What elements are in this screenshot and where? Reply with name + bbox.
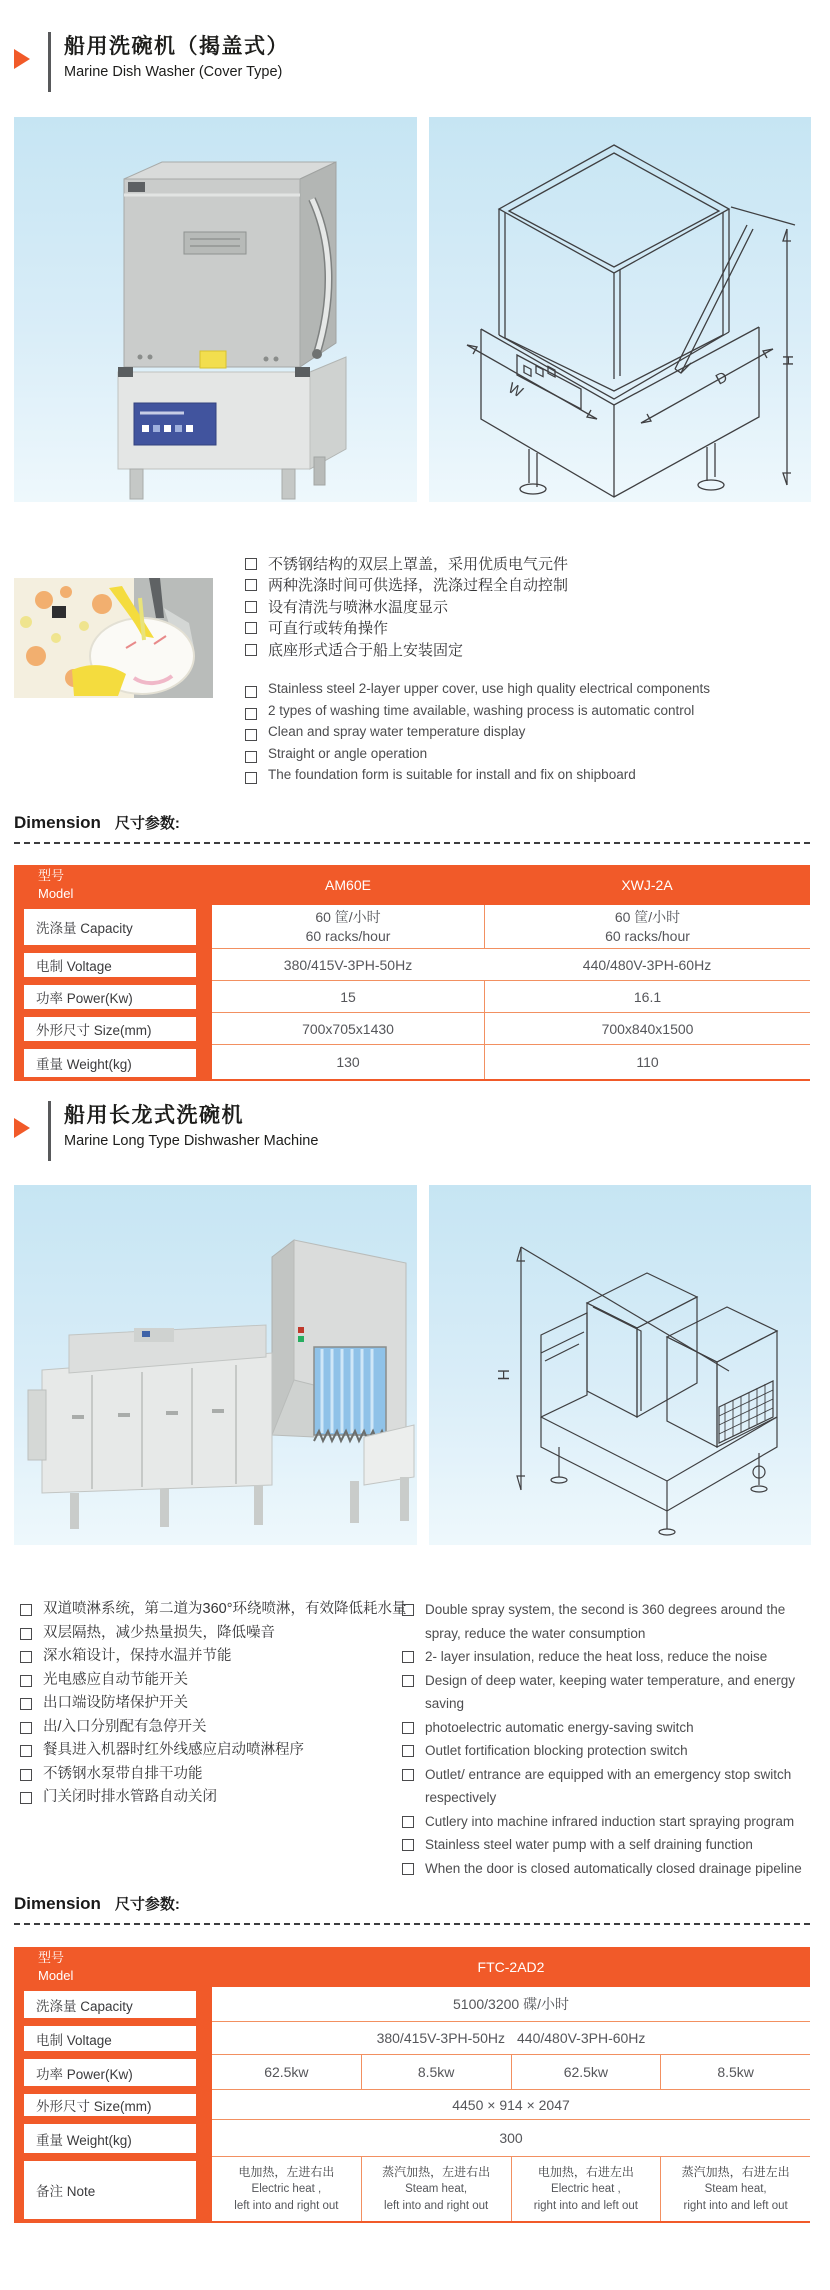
feature-item: 可直行或转角操作 [245, 617, 665, 638]
long-dishwasher-line-drawing [429, 1185, 811, 1545]
dishwashing-photo [14, 578, 213, 698]
checkbox-icon [20, 1628, 32, 1640]
dimension-label-h: H [494, 1369, 511, 1381]
checkbox-icon [20, 1698, 32, 1710]
checkbox-icon [402, 1839, 414, 1851]
table-header-row [14, 865, 810, 905]
feature-item: 不锈钢结构的双层上罩盖，采用优质电气元件 [245, 553, 665, 574]
checkbox-icon [245, 751, 257, 763]
feature-item: 餐具进入机器时红外线感应启动喷淋程序 [20, 1739, 412, 1763]
long-dishwasher-photo-panel [14, 1185, 417, 1545]
cell-weight: 130 [336, 1054, 360, 1070]
model-name: FTC-2AD2 [477, 1959, 545, 1975]
row-label: 备注 Note [24, 2161, 196, 2219]
dishwasher-photo-panel [14, 117, 417, 502]
section1-title-zh: 船用洗碗机（揭盖式） [64, 35, 289, 58]
dimension-label-zh: 尺寸参数: [114, 1896, 180, 1913]
cell-weight: 110 [484, 1045, 810, 1079]
feature-item: 出/入口分别配有急停开关 [20, 1716, 412, 1740]
model-label-zh: 型号 [38, 868, 65, 884]
feature-item: 光电感应自动节能开关 [20, 1669, 412, 1693]
long-dishwasher-photo-illustration [14, 1185, 417, 1545]
feature-item: 门关闭时排水管路自动关闭 [20, 1786, 412, 1810]
checkbox-icon [245, 579, 257, 591]
cell-size: 700x840x1500 [484, 1013, 810, 1044]
feature-item: Double spray system, the second is 360 degrees around the spray, reduce the water consumption [402, 1598, 820, 1645]
checkbox-icon [245, 708, 257, 720]
dimension-label-zh: 尺寸参数: [114, 815, 180, 832]
hood-dishwasher-photo-illustration [14, 117, 417, 502]
feature-item: 底座形式适合于船上安装固定 [245, 639, 665, 660]
feature-list-en-1 [245, 681, 820, 789]
feature-item: Design of deep water, keeping water temperature, and energy saving [402, 1669, 820, 1716]
cell-power: 8.5kw [361, 2055, 511, 2089]
row-label: 外形尺寸 Size(mm) [24, 1017, 196, 1041]
cell-voltage: 380/415V-3PH-50Hz [283, 956, 413, 973]
cell-capacity: 60 筐/小时 60 racks/hour [305, 909, 391, 944]
model-label-en: Model [38, 1968, 74, 1983]
table-row-size [14, 2090, 810, 2120]
feature-item: 设有清洗与喷淋水温度显示 [245, 596, 665, 617]
model-name: XWJ-2A [621, 877, 673, 893]
feature-item: 2- layer insulation, reduce the heat loss, reduce the noise [402, 1645, 820, 1669]
row-label: 重量 Weight(kg) [24, 1049, 196, 1077]
feature-item: 两种洗涤时间可供选择，洗涤过程全自动控制 [245, 574, 665, 595]
checkbox-icon [402, 1769, 414, 1781]
checkbox-icon [245, 601, 257, 613]
feature-item: 2 types of washing time available, washing process is automatic control [245, 703, 820, 725]
cell-capacity: 5100/3200 碟/小时 [453, 1996, 569, 2012]
checkbox-icon [20, 1769, 32, 1781]
row-label: 洗涤量 Capacity [24, 909, 196, 945]
checkbox-icon [402, 1816, 414, 1828]
feature-item: 深水箱设计，保持水温并节能 [20, 1645, 412, 1669]
feature-item: Outlet/ entrance are equipped with an emergency stop switch respectively [402, 1763, 820, 1810]
feature-item: 不锈钢水泵带自排干功能 [20, 1763, 412, 1787]
checkbox-icon [245, 558, 257, 570]
spec-table-2 [14, 1947, 810, 2223]
checkbox-icon [245, 622, 257, 634]
cell-size: 4450 × 914 × 2047 [452, 2096, 570, 2113]
dimension-label-d: D [712, 368, 731, 389]
feature-item: Cutlery into machine infrared induction start spraying program [402, 1810, 820, 1834]
cell-note: 电加热，右进左出 Electric heat , right into and left out [511, 2157, 661, 2221]
cell-capacity: 60 筐/小时 60 racks/hour [484, 905, 810, 948]
dimension-heading-2 [14, 1893, 810, 1925]
cell-note: 蒸汽加热，右进左出 Steam heat, right into and left out [660, 2157, 810, 2221]
feature-list-zh-1 [245, 553, 665, 660]
checkbox-icon [245, 686, 257, 698]
spec-table-1 [14, 865, 810, 1081]
cell-voltage: 440/480V-3PH-60Hz [582, 956, 712, 973]
table-row-power [14, 981, 810, 1013]
title-divider-bar [48, 1101, 51, 1161]
model-label-en: Model [38, 886, 74, 901]
cell-weight: 300 [499, 2130, 523, 2146]
dimension-label-w: W [505, 379, 526, 402]
checkbox-icon [20, 1792, 32, 1804]
checkbox-icon [20, 1745, 32, 1757]
model-name: AM60E [325, 877, 371, 893]
cell-note: 蒸汽加热，左进右出 Steam heat, left into and right out [361, 2157, 511, 2221]
cell-voltage: 380/415V-3PH-50Hz 440/480V-3PH-60Hz [376, 2030, 646, 2046]
feature-item: Straight or angle operation [245, 746, 820, 768]
feature-item: When the door is closed automatically closed drainage pipeline [402, 1857, 820, 1881]
table-row-weight [14, 1045, 810, 1081]
cell-power: 16.1 [484, 981, 810, 1012]
section-marker-triangle-icon [14, 1118, 30, 1138]
section2-title-zh: 船用长龙式洗碗机 [64, 1104, 244, 1127]
dishwasher-drawing-panel [429, 117, 811, 502]
feature-list-en-2 [402, 1598, 820, 1880]
table-row-voltage [14, 949, 810, 981]
checkbox-icon [402, 1722, 414, 1734]
row-label: 重量 Weight(kg) [24, 2124, 196, 2153]
row-label: 功率 Power(Kw) [24, 985, 196, 1009]
feature-item: 出口端设防堵保护开关 [20, 1692, 412, 1716]
checkbox-icon [20, 1651, 32, 1663]
cell-size: 700x705x1430 [302, 1020, 394, 1037]
table-row-power [14, 2055, 810, 2090]
hood-dishwasher-line-drawing [429, 117, 811, 502]
checkbox-icon [245, 644, 257, 656]
cell-note: 电加热，左进右出 Electric heat , left into and right out [234, 2165, 339, 2212]
cell-power: 62.5kw [264, 2064, 309, 2080]
checkbox-icon [402, 1675, 414, 1687]
feature-item: Stainless steel water pump with a self draining function [402, 1833, 820, 1857]
table-header-row [14, 1947, 810, 1987]
cell-power: 15 [340, 988, 356, 1005]
cell-power: 62.5kw [511, 2055, 661, 2089]
row-label: 外形尺寸 Size(mm) [24, 2094, 196, 2116]
dimension-heading-1 [14, 812, 810, 844]
feature-item: Clean and spray water temperature display [245, 724, 820, 746]
checkbox-icon [20, 1722, 32, 1734]
feature-item: 双道喷淋系统，第二道为360°环绕喷淋，有效降低耗水量 [20, 1598, 412, 1622]
checkbox-icon [402, 1651, 414, 1663]
feature-item: Stainless steel 2-layer upper cover, use high quality electrical components [245, 681, 820, 703]
cell-power: 8.5kw [660, 2055, 810, 2089]
table-row-voltage [14, 2022, 810, 2055]
row-label: 洗涤量 Capacity [24, 1991, 196, 2018]
feature-item: The foundation form is suitable for install and fix on shipboard [245, 767, 820, 789]
section2-title-en: Marine Long Type Dishwasher Machine [64, 1133, 319, 1150]
feature-item: Outlet fortification blocking protection switch [402, 1739, 820, 1763]
table-row-note [14, 2157, 810, 2223]
table-row-size [14, 1013, 810, 1045]
checkbox-icon [402, 1604, 414, 1616]
checkbox-icon [245, 772, 257, 784]
checkbox-icon [20, 1604, 32, 1616]
table-row-weight [14, 2120, 810, 2157]
title-divider-bar [48, 32, 51, 92]
row-label: 电制 Voltage [24, 2026, 196, 2051]
dimension-label-h: H [779, 355, 796, 366]
table-row-capacity [14, 905, 810, 949]
model-label-zh: 型号 [38, 1950, 65, 1966]
feature-list-zh-2 [20, 1598, 412, 1810]
table-row-capacity [14, 1987, 810, 2022]
row-label: 电制 Voltage [24, 953, 196, 977]
row-label: 功率 Power(Kw) [24, 2059, 196, 2086]
feature-item: 双层隔热，减少热量损失，降低噪音 [20, 1622, 412, 1646]
dimension-label-en: Dimension [14, 813, 101, 832]
section-marker-triangle-icon [14, 49, 30, 69]
checkbox-icon [402, 1863, 414, 1875]
dimension-label-en: Dimension [14, 1894, 101, 1913]
checkbox-icon [402, 1745, 414, 1757]
feature-item: photoelectric automatic energy-saving switch [402, 1716, 820, 1740]
section1-title-en: Marine Dish Washer (Cover Type) [64, 64, 283, 81]
long-dishwasher-drawing-panel [429, 1185, 811, 1545]
checkbox-icon [20, 1675, 32, 1687]
checkbox-icon [245, 729, 257, 741]
